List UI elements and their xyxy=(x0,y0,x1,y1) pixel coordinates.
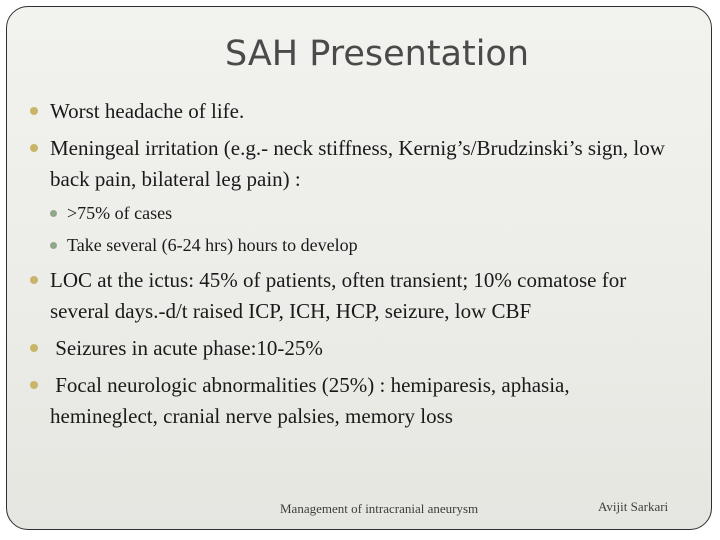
sub-bullet-text: Take several (6-24 hrs) hours to develop xyxy=(67,235,358,255)
bullet-dot-icon xyxy=(30,344,38,352)
bullet-list xyxy=(28,96,678,438)
sub-bullet-text: >75% of cases xyxy=(67,203,173,223)
bullet-item xyxy=(28,96,678,127)
bullet-dot-icon xyxy=(30,381,38,389)
bullet-dot-icon xyxy=(30,144,38,152)
bullet-text: LOC at the ictus: 45% of patients, often transient; 10% comatose for several days.-d/t raised ICP, ICH, HCP, seizure, low CBF xyxy=(50,268,627,323)
slide-title: SAH Presentation xyxy=(224,34,530,74)
bullet-item xyxy=(28,265,678,327)
footer-author: Avijit Sarkari xyxy=(598,499,669,514)
sub-bullet-dot-icon xyxy=(50,210,57,217)
sub-bullet-item xyxy=(48,233,678,258)
bullet-dot-icon xyxy=(30,276,38,284)
bullet-item xyxy=(28,133,678,195)
bullet-text: Seizures in acute phase:10-25% xyxy=(50,336,323,360)
sub-bullet-item xyxy=(48,201,678,226)
bullet-item xyxy=(28,333,678,364)
footer-title: Management of intracranial aneurysm xyxy=(280,501,479,516)
sub-bullet-dot-icon xyxy=(50,242,57,249)
bullet-text: Focal neurologic abnormalities (25%) : hemiparesis, aphasia, hemineglect, cranial nerve palsies, memory loss xyxy=(50,373,575,428)
bullet-item xyxy=(28,370,678,432)
bullet-dot-icon xyxy=(30,107,38,115)
bullet-text: Worst headache of life. xyxy=(50,99,245,123)
bullet-text: Meningeal irritation (e.g.- neck stiffness, Kernig’s/Brudzinski’s sign, low back pain, bilateral leg pain) : xyxy=(50,136,665,191)
